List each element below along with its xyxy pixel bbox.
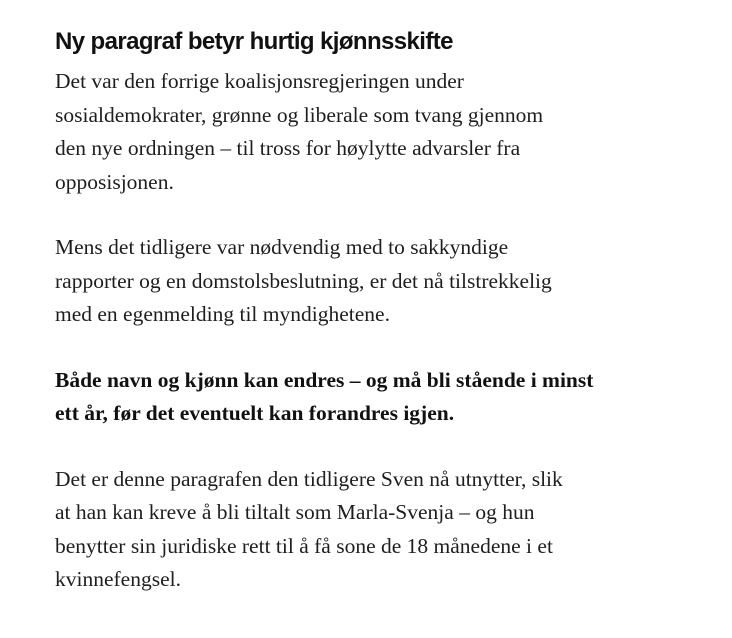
paragraph-line: rapporter og en domstolsbeslutning, er det nå tilstrekkelig [55, 268, 552, 293]
paragraph-line: Mens det tidligere var nødvendig med to sakkyndige [55, 235, 509, 259]
section-heading: Ny paragraf betyr hurtig kjønnsskifte [55, 28, 453, 55]
paragraph-2 [55, 231, 692, 332]
paragraph-line: den nye ordningen – til tross for høylytte advarsler fra [55, 136, 521, 160]
paragraph-line: opposisjonen. [55, 169, 174, 194]
paragraph-1 [55, 65, 692, 199]
paragraph-line: Det er denne paragrafen den tidligere Sven nå utnytter, slik [55, 466, 563, 491]
paragraph-line: benytter sin juridiske rett til å få sone de 18 månedene i et [55, 533, 553, 558]
paragraph-line: sosialdemokrater, grønne og liberale som tvang gjennom [55, 102, 544, 127]
paragraph-line: kvinnefengsel. [55, 567, 181, 591]
paragraph-line: Både navn og kjønn kan endres – og må bli stående i minst [55, 367, 594, 392]
paragraph-4 [55, 463, 692, 597]
paragraph-line: med en egenmelding til myndighetene. [55, 302, 390, 326]
paragraph-line: at han kan kreve å bli tiltalt som Marla-Svenja – og hun [55, 500, 535, 524]
paragraph-line: Det var den forrige koalisjonsregjeringen under [55, 69, 464, 93]
paragraph-3-bold [55, 364, 692, 431]
paragraph-line: ett år, før det eventuelt kan forandres igjen. [55, 401, 455, 425]
